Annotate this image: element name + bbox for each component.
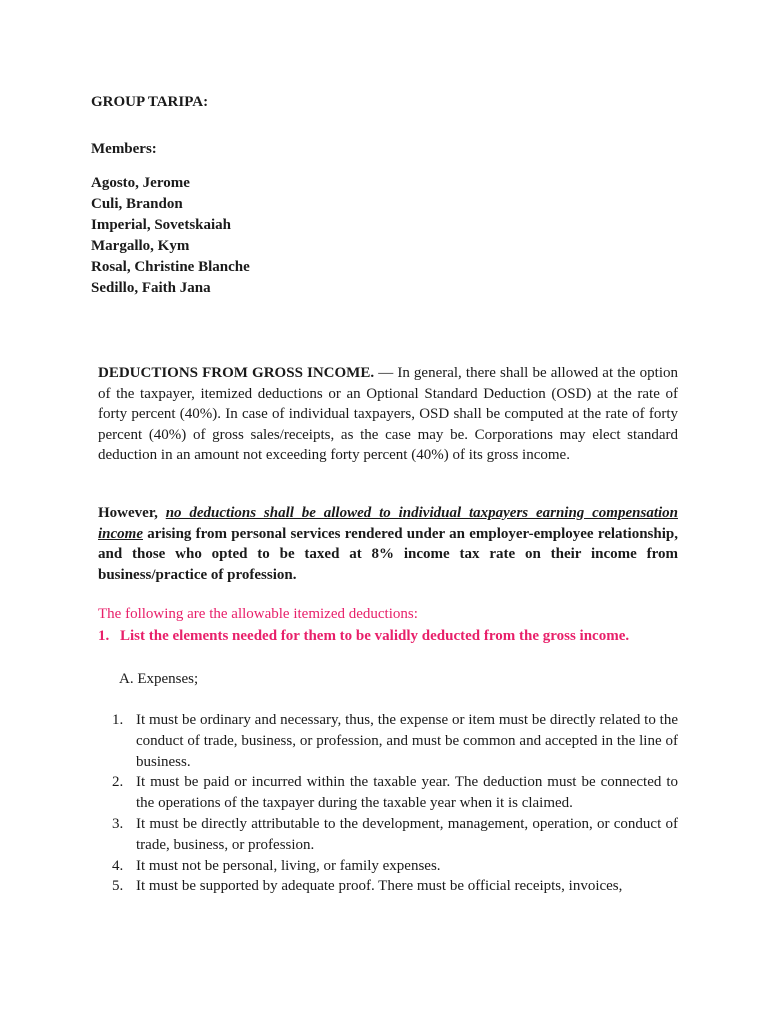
list-item <box>98 710 678 772</box>
group-title: GROUP TARIPA: <box>91 94 209 110</box>
member-name: Agosto, Jerome <box>91 175 190 191</box>
deductions-body: — In general, there shall be allowed at the option of the taxpayer, itemized deductions or an Optional Standard Deduction (OSD) at the rate of forty percent (40%). In case of individual taxpayers, OSD shall be computed at the rate of forty percent (40%) of gross sales/receipts, as the case may be. Corporations may elect standard deduction in an amount not exceeding forty percent (40%) of its gross income. <box>98 365 678 464</box>
question-item <box>98 626 698 646</box>
however-lead: However, <box>98 505 166 521</box>
question-text: List the elements needed for them to be validly deducted from the gross income. <box>120 628 630 644</box>
list-item <box>98 856 678 877</box>
member-name: Margallo, Kym <box>91 238 190 254</box>
list-item <box>98 814 678 856</box>
list-item <box>98 772 678 814</box>
list-item-text: It must be paid or incurred within the taxable year. The deduction must be connected to the operations of the taxpayer during the taxable year when it is claimed. <box>136 774 678 812</box>
however-body: arising from personal services rendered under an employer-employee relationship, and those who opted to be taxed at 8% income tax rate on their income from business/practice of profession. <box>98 525 678 583</box>
member-name: Rosal, Christine Blanche <box>91 259 250 275</box>
list-item-text: It must be ordinary and necessary, thus, the expense or item must be directly related to the conduct of trade, business, or profession, and must be common and accepted in the line of business. <box>136 712 678 770</box>
allowable-deductions-intro: The following are the allowable itemized deductions: <box>98 606 418 622</box>
list-item-text: It must be directly attributable to the development, management, operation, or conduct of trade, business, or profession. <box>136 815 678 853</box>
requirements-list <box>98 710 678 897</box>
member-name: Sedillo, Faith Jana <box>91 280 211 296</box>
expenses-subheading: A. Expenses; <box>119 671 199 687</box>
list-item-number: 4. <box>112 857 124 874</box>
deductions-heading: DEDUCTIONS FROM GROSS INCOME. <box>98 365 375 381</box>
list-item-number: 3. <box>112 815 124 832</box>
question-number: 1. <box>98 628 110 644</box>
list-item-text: It must be supported by adequate proof. There must be official receipts, invoices, <box>136 878 623 895</box>
list-item-number: 1. <box>112 712 124 728</box>
however-paragraph <box>98 503 678 585</box>
member-name: Imperial, Sovetskaiah <box>91 217 232 233</box>
list-item-number: 2. <box>112 774 124 791</box>
members-label: Members: <box>91 141 157 157</box>
list-item-text: It must not be personal, living, or family expenses. <box>136 857 441 874</box>
member-name: Culi, Brandon <box>91 196 183 212</box>
no-deductions-emphasis: no deductions shall be allowed to individual taxpayers earning compensation income <box>98 505 678 542</box>
deductions-paragraph <box>98 363 678 466</box>
list-item-number: 5. <box>112 878 124 895</box>
member-list <box>91 173 250 299</box>
list-item <box>98 876 678 897</box>
